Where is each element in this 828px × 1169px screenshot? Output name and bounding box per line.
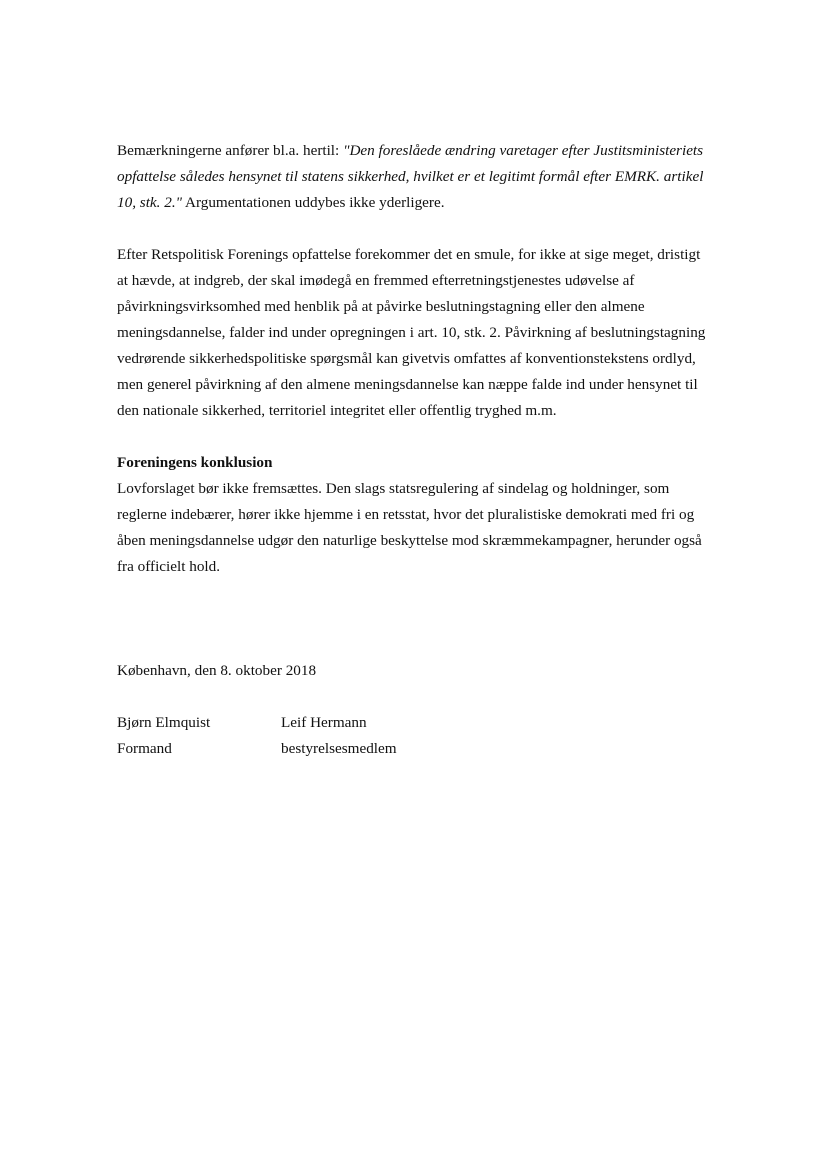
signatory-title: Formand xyxy=(117,740,172,757)
remarks-intro: Bemærkningerne anfører bl.a. hertil: xyxy=(117,142,344,159)
conclusion-section xyxy=(117,450,707,580)
document-page xyxy=(117,138,707,762)
place-date: København, den 8. oktober 2018 xyxy=(117,662,317,679)
signatory-title: bestyrelsesmedlem xyxy=(281,740,397,757)
conclusion-heading: Foreningens konklusion xyxy=(117,454,273,471)
signatory-name: Leif Hermann xyxy=(281,714,367,731)
remarks-outro: Argumentationen uddybes ikke yderligere. xyxy=(182,194,445,211)
remarks-quote: "Den foreslåede ændring varetager efter Justitsministeriets opfattelse således hensynet til statens sikkerhed, hvilket er et legitimt formål efter EMRK. artikel 10, stk. 2." xyxy=(117,142,704,211)
paragraph-argument: Efter Retspolitisk Forenings opfattelse forekommer det en smule, for ikke at sige meget, dristigt at hævde, at indgreb, der skal imødegå en fremmed efterretningstjenestes udøvelse af påvirkningsvirksomhed med henblik på at påvirke beslutningstagning eller den almene meningsdannelse, falder ind under opregningen i art. 10, stk. 2. Påvirkning af beslutningstagning vedrørende sikkerhedspolitiske spørgsmål kan givetvis omfattes af konventionstekstens ordlyd, men generel påvirkning af den almene meningsdannelse kan næppe falde ind under hensynet til den nationale sikkerhed, territoriel integritet eller offentlig tryghed m.m. xyxy=(117,246,706,419)
signatory-name: Bjørn Elmquist xyxy=(117,714,211,731)
signature-block xyxy=(117,710,707,762)
conclusion-text: Lovforslaget bør ikke fremsættes. Den slags statsregulering af sindelag og holdninger, som reglerne indebærer, hører ikke hjemme i en retsstat, hvor det pluralistiske demokrati med fri og åben meningsdannelse udgør den naturlige beskyttelse mod skræmmekampagner, herunder også fra officielt hold. xyxy=(117,480,702,575)
paragraph-remarks xyxy=(117,138,707,216)
